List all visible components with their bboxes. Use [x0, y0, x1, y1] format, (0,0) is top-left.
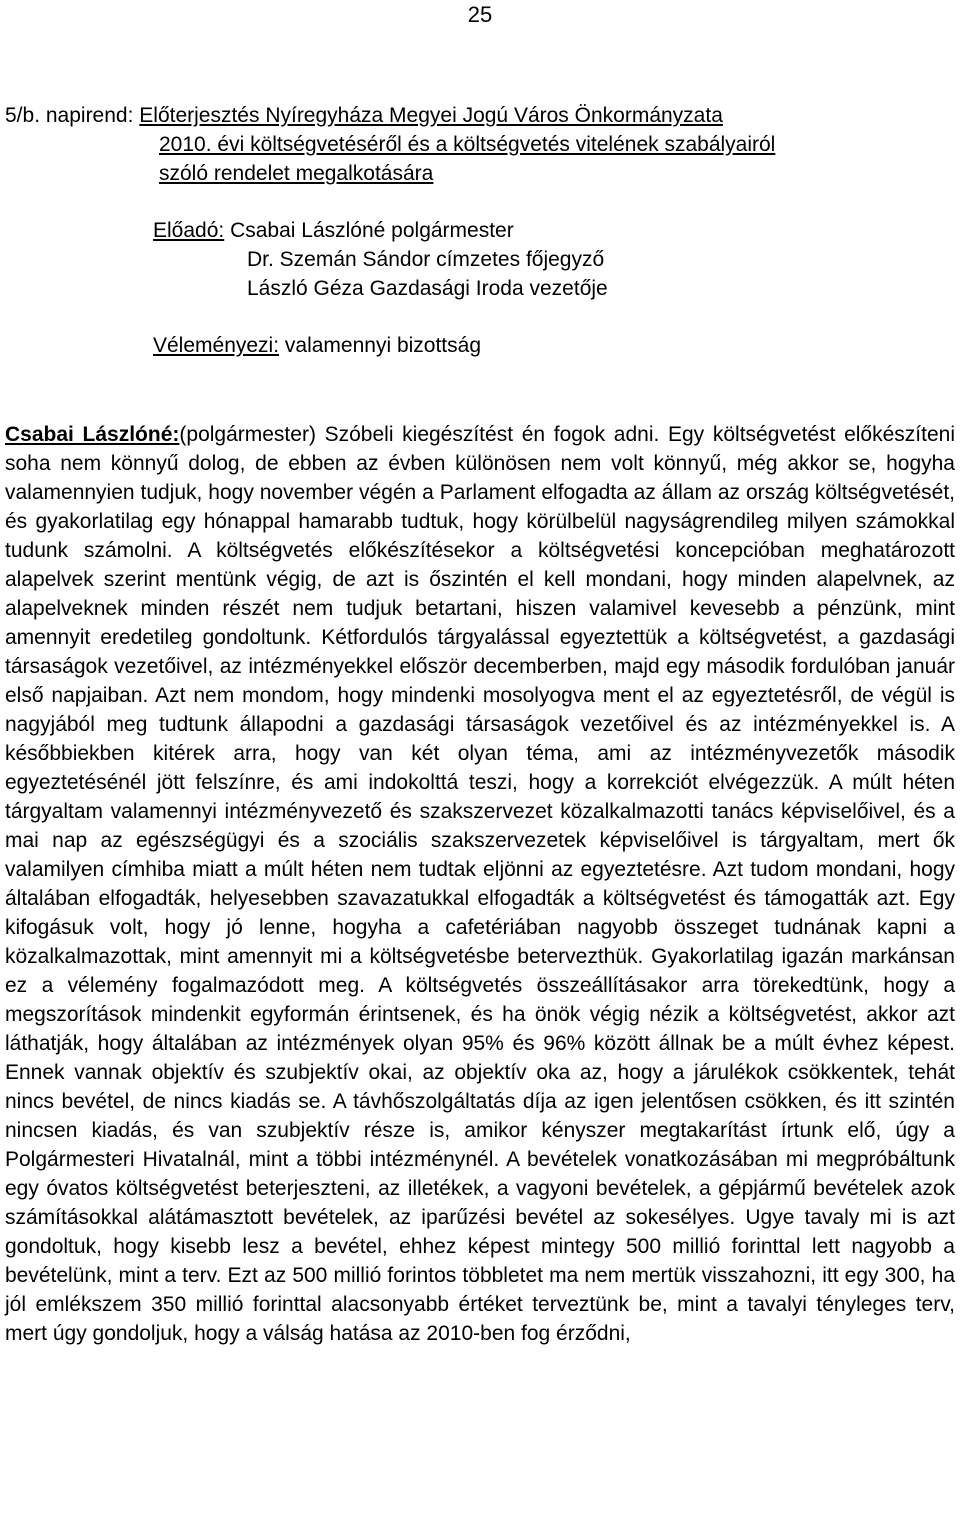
agenda-row-2 [5, 130, 775, 159]
agenda-title-line-3: szóló rendelet megalkotására [159, 162, 434, 185]
agenda-row-1 [5, 101, 775, 130]
opinion-label: Véleményezi: [153, 334, 280, 357]
agenda-prefix: 5/b. napirend: [5, 104, 140, 127]
speech-text: (polgármester) Szóbeli kiegészítést én fogok adni. Egy költségvetést előkészíteni soha nem könnyű dolog, de ebben az évben különösen nem volt könnyű, még akkor se, hogyha valamennyien tudjuk, hogy november végén a Parlament elfogadta az állam az ország költségvetését, és gyakorlatilag egy hónappal hamarabb tudtuk, hogy körülbelül nagyságrendileg milyen számokkal tudunk számolni. A költségvetés előkészítésekor a költségvetési koncepcióban meghatározott alapelvek szerint mentünk végig, de azt is őszintén el kell mondani, hogy minden alapelvnek, az alapelveknek minden részét nem tudjuk betartani, hiszen valamivel kevesebb a pénzünk, mint amennyit eredetileg gondoltunk. Kétfordulós tárgyalással egyeztettük a költségvetést, a gazdasági társaságok vezetőivel, az intézményekkel először decemberben, majd egy második fordulóban január első napjaiban. Azt nem mondom, hogy mindenki mosolyogva ment el az egyeztetésről, de végül is nagyjából meg tudtunk állapodni a gazdasági társaságok vezetőivel és az intézményekkel is. A későbbiekben kitérek arra, hogy van két olyan téma, ami az intézményvezetők második egyeztetésénél jött felszínre, és ami indokolttá teszi, hogy a korrekciót elvégezzük. A múlt héten tárgyaltam valamennyi intézményvezető és szakszervezet közalkalmazotti tanács képviselőivel, és a mai nap az egészségügyi és a szociális szakszervezetek képviselőivel is tárgyaltam, mert ők valamilyen címhiba miatt a múlt héten nem tudtak eljönni az egyeztetésre. Azt tudom mondani, hogy általában elfogadták, helyesebben szavazatukkal elfogadták a költségvetést és támogatták azt. Egy kifogásuk volt, hogy jó lenne, hogyha a cafetériában nagyobb összeget tudnának kapni a közalkalmazottak, mint amennyit mi a költségvetésbe betervezthük. Gyakorlatilag igazán markánsan ez a vélemény fogalmazódott meg. A költségvetés összeállításakor arra törekedtünk, hogy a megszorítások mindenkit egyformán érintsenek, és ha önök végig nézik a költségvetést, akkor azt láthatják, hogy általában az intézmények olyan 95% és 96% között állnak be a múlt évhez képest. Ennek vannak objektív és szubjektív okai, az objektív oka az, hogy a járulékok csökkentek, tehát nincs bevétel, de nincs kiadás se. A távhőszolgáltatás díja az igen jelentősen csökken, és itt szintén nincsen kiadás, és van szubjektív része is, amikor kényszer megtakarítást írtunk elő, úgy a Polgármesteri Hivatalnál, mint a többi intézménynél. A bevételek vonatkozásában mi megpróbáltunk egy óvatos költségvetést beterjeszteni, az illetékek, a vagyoni bevételek, a gépjármű bevételek azok számításokkal alátámasztott bevételek, az iparűzési bevétel az sokesélyes. Ugye tavaly mi is azt gondoltuk, hogy kisebb lesz a bevétel, ehhez képest mintegy 500 millió forinttal lett nagyobb a bevételünk, mint a terv. Ezt az 500 millió forintos többletet ma nem mertük visszahozni, itt egy 300, ha jól emlékszem 350 millió forinttal alacsonyabb értéket terveztünk be, mint a tavalyi tényleges terv, mert úgy gondoljuk, hogy a válság hatása az 2010-ben fog érződni, [5, 423, 955, 1345]
agenda-title-line-2: 2010. évi költségvetéséről és a költségvetés vitelének szabályairól [159, 133, 776, 156]
page-number: 25 [467, 2, 493, 27]
agenda-item [5, 101, 775, 188]
agenda-title-line-1: Előterjesztés Nyíregyháza Megyei Jogú Város Önkormányzata [139, 104, 723, 127]
presenter-label: Előadó: [153, 219, 225, 242]
speech-paragraph [5, 420, 955, 1348]
speaker-name: Csabai Lászlóné: [5, 423, 180, 446]
agenda-row-3 [5, 159, 775, 188]
presenter-row-1 [153, 216, 608, 245]
presenters [153, 216, 608, 303]
opinion [153, 334, 481, 358]
presenter-2: Dr. Szemán Sándor címzetes főjegyző [247, 248, 605, 271]
presenter-1: Csabai Lászlóné polgármester [224, 219, 514, 242]
opinion-value: valamennyi bizottság [279, 334, 482, 357]
presenter-3: László Géza Gazdasági Iroda vezetője [247, 277, 608, 300]
